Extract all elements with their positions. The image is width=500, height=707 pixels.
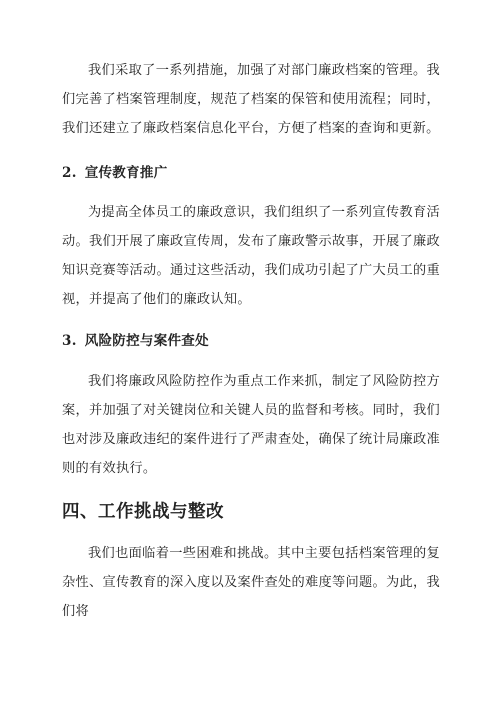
heading-text: 宣传教育推广 [84, 165, 168, 181]
section-title-challenges: 四、工作挑战与整改 [62, 502, 224, 522]
heading-text: 风险防控与案件查处 [84, 333, 209, 349]
heading-number: 2. [62, 165, 77, 181]
paragraph-risk-control: 我们将廉政风险防控作为重点工作来抓，制定了风险防控方案，并加强了对关键岗位和关键人员的监督和考核。同时，我们也对涉及廉政违纪的案件进行了严肃查处，确保了统计局廉政准则的有效执行。 [62, 374, 440, 476]
heading-number: 3. [62, 333, 77, 349]
paragraph-archive-management: 我们采取了一系列措施，加强了对部门廉政档案的管理。我们完善了档案管理制度，规范了档案的保管和使用流程；同时，我们还建立了廉政档案信息化平台，方便了档案的查询和更新。 [62, 63, 440, 136]
paragraph-challenges: 我们也面临着一些困难和挑战。其中主要包括档案管理的复杂性、宣传教育的深入度以及案件查处的难度等问题。为此，我们将 [62, 546, 440, 619]
paragraph-publicity-education: 为提高全体员工的廉政意识，我们组织了一系列宣传教育活动。我们开展了廉政宣传周，发布了廉政警示故事，开展了廉政知识竞赛等活动。通过这些活动，我们成功引起了广大员工的重视，并提高了他们的廉政认知。 [62, 205, 440, 307]
heading-publicity-education [62, 163, 168, 183]
heading-risk-control [62, 331, 209, 351]
